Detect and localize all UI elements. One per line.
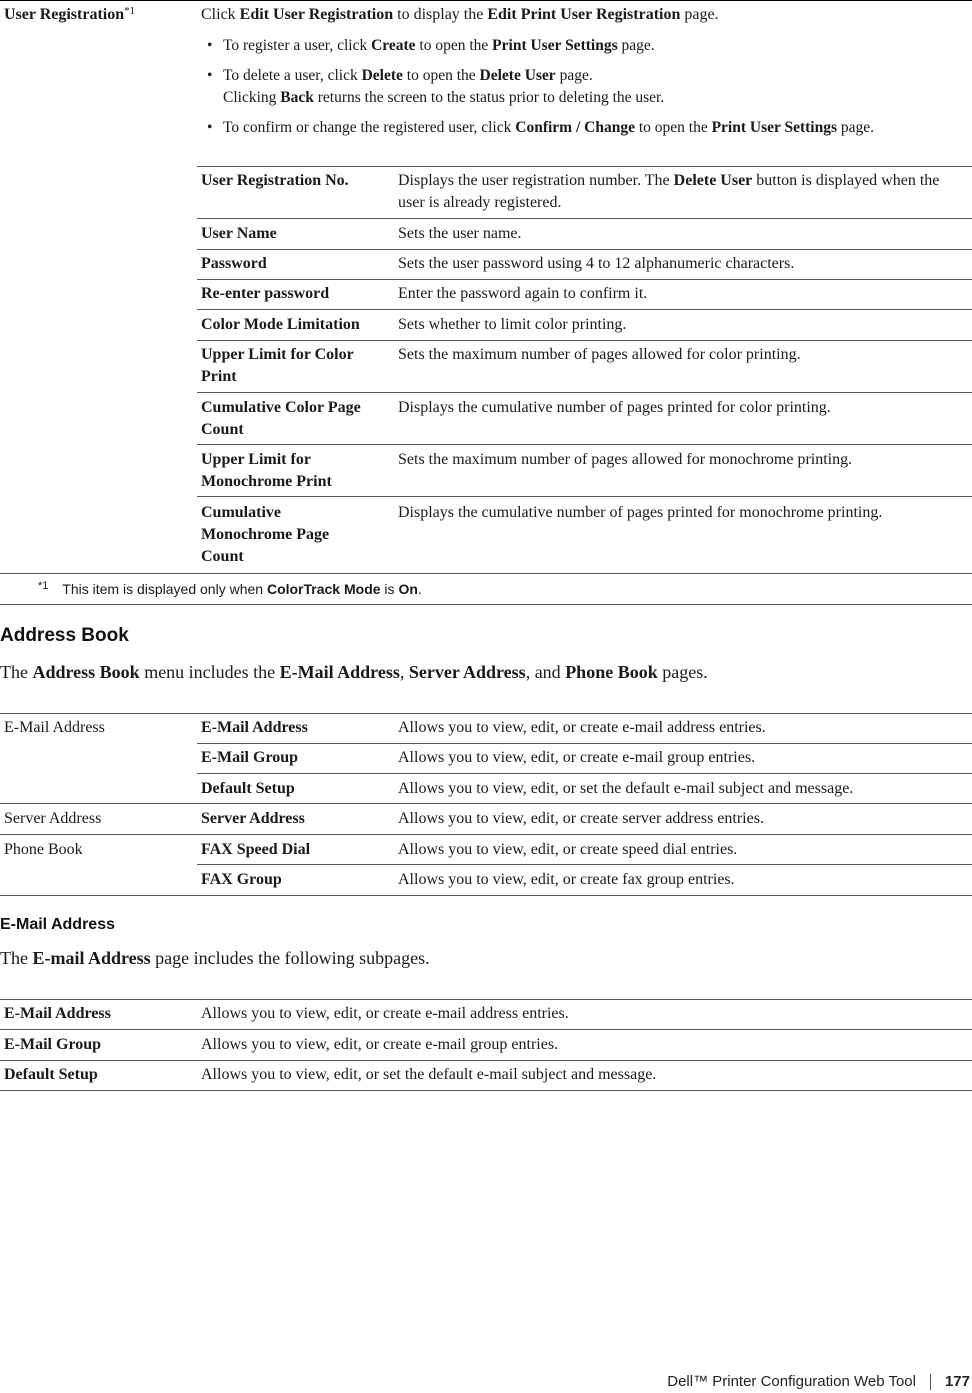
field-name: Color Mode Limitation [201, 316, 360, 333]
bullet-confirm: • To confirm or change the registered user, click Confirm / Change to open the Print User Settings page. [201, 117, 966, 139]
item-name: FAX Group [201, 871, 282, 888]
table-rule [197, 773, 972, 774]
subpage-name: E-Mail Group [4, 1036, 102, 1053]
item-description: Allows you to view, edit, or create e-mail address entries. [398, 719, 766, 736]
user-registration-bullets [201, 27, 966, 139]
table-rule [0, 895, 972, 896]
field-name: Re-enter password [201, 285, 330, 302]
subtable-rule [197, 444, 972, 445]
bullet-delete: • To delete a user, click Delete to open the Delete User page. Clicking Back returns the screen to the status prior to deleting the user. [201, 65, 966, 109]
table-rule [0, 1060, 972, 1061]
field-name: Cumulative Monochrome Page Count [201, 504, 330, 565]
group-name: Server Address [4, 810, 102, 827]
subpage-description: Allows you to view, edit, or create e-mail address entries. [201, 1005, 569, 1022]
subtable-rule [197, 392, 972, 393]
field-description: Sets the user name. [398, 225, 522, 242]
field-description: Sets the maximum number of pages allowed for monochrome printing. [398, 451, 853, 468]
subpage-description: Allows you to view, edit, or set the default e-mail subject and message. [201, 1066, 657, 1083]
item-description: Allows you to view, edit, or create e-mail group entries. [398, 749, 756, 766]
item-name: Server Address [201, 810, 305, 827]
field-description: Sets the user password using 4 to 12 alphanumeric characters. [398, 255, 795, 272]
field-description: Displays the cumulative number of pages printed for color printing. [398, 399, 831, 416]
item-name: FAX Speed Dial [201, 841, 311, 858]
field-description: Sets whether to limit color printing. [398, 316, 627, 333]
table-rule [0, 999, 972, 1000]
item-description: Allows you to view, edit, or create fax group entries. [398, 871, 735, 888]
item-name: E-Mail Address [201, 719, 308, 736]
item-description: Allows you to view, edit, or create speed dial entries. [398, 841, 738, 858]
footer-separator [930, 1374, 931, 1390]
subtable-rule [197, 279, 972, 280]
field-description: Enter the password again to confirm it. [398, 285, 648, 302]
table-rule [0, 834, 972, 835]
field-name: Cumulative Color Page Count [201, 399, 361, 438]
user-registration-label: User Registration$^{*1}$ [4, 5, 136, 23]
table-rule [197, 743, 972, 744]
field-name: Upper Limit for Monochrome Print [201, 451, 332, 490]
field-description: Displays the cumulative number of pages printed for monochrome printing. [398, 504, 883, 521]
field-name: User Registration No. [201, 172, 349, 189]
subtable-rule [197, 496, 972, 497]
table-rule [197, 864, 972, 865]
subtable-rule [197, 249, 972, 250]
table-rule [0, 1029, 972, 1030]
subtable-rule [197, 309, 972, 310]
subpage-description: Allows you to view, edit, or create e-mail group entries. [201, 1036, 559, 1053]
footnote-rule [0, 604, 972, 605]
page-footer [667, 1371, 970, 1393]
footer-title: Dell™ Printer Configuration Web Tool [667, 1373, 916, 1390]
item-description: Allows you to view, edit, or create server address entries. [398, 810, 764, 827]
bullet-register: • To register a user, click Create to open the Print User Settings page. [201, 35, 966, 57]
email-address-intro: The E-mail Address page includes the following subpages. [0, 948, 430, 968]
top-rule [0, 0, 972, 1]
subpage-name: Default Setup [4, 1066, 98, 1083]
subtable-rule [197, 166, 972, 167]
subtable-rule [197, 340, 972, 341]
field-name: Upper Limit for Color Print [201, 346, 354, 385]
table-rule [0, 1090, 972, 1091]
group-name: E-Mail Address [4, 719, 105, 736]
subpage-name: E-Mail Address [4, 1005, 111, 1022]
footnote: $^{*1}$ This item is displayed only when ColorTrack Mode is On. [38, 580, 422, 597]
item-name: Default Setup [201, 780, 295, 797]
subtable-rule [197, 218, 972, 219]
email-address-title: E-Mail Address [0, 916, 115, 933]
field-description: Displays the user registration number. The Delete User button is displayed when the user is already registered. [398, 172, 940, 211]
table-rule [0, 573, 972, 574]
field-name: User Name [201, 225, 277, 242]
table-rule [0, 803, 972, 804]
address-book-intro: The Address Book menu includes the E-Mail Address, Server Address, and Phone Book pages. [0, 662, 708, 682]
item-description: Allows you to view, edit, or set the default e-mail subject and message. [398, 780, 854, 797]
field-description: Sets the maximum number of pages allowed for color printing. [398, 346, 801, 363]
table-rule [0, 713, 972, 714]
page-number: 177 [944, 1373, 970, 1390]
field-name: Password [201, 255, 267, 272]
item-name: E-Mail Group [201, 749, 299, 766]
user-registration-intro: Click Edit User Registration to display the Edit Print User Registration page. [201, 6, 719, 23]
group-name: Phone Book [4, 841, 83, 858]
address-book-title: Address Book [0, 625, 129, 646]
